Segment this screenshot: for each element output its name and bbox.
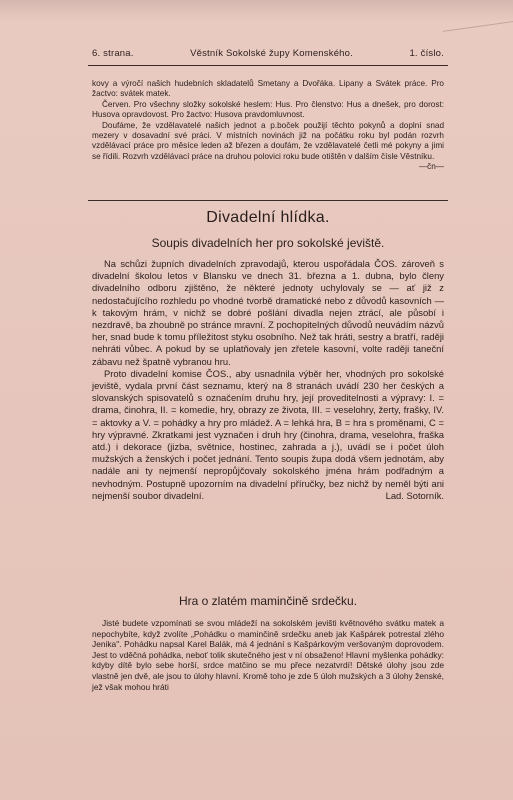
folded-corner [443,0,513,32]
page-header [92,48,444,59]
page-number: 6. strana. [92,48,134,59]
intro-paragraph: Červen. Pro všechny složky sokolské heslem: Hus. Pro členstvo: Hus a dnešek, pro dorost: Husova opravdovost. Pro žactvo: Husova pravdomluvnost. [92,99,444,120]
intro-paragraph: Doufáme, že vzdělavatelé našich jednot a p.boček použijí těchto pokynů a doplní snad mezery v dosavadní své práci. V místních novinách již na počátku roku byl podán rozvrh vzdělávací práce pro měsíce leden až březen a doufám, že vzdělavatelé četli mé pokyny a jimi se řídili. Rozvrh vzdělávací práce na druhou polovici roku bude otištěn v dalším čísle Věstníku. [92,120,444,161]
section-body [92,258,444,502]
intro-signature: —čn— [418,162,444,172]
intro-text [92,79,444,173]
section2-body [92,618,444,692]
issue-number: 1. číslo. [409,48,444,59]
section-subtitle: Soupis divadelních her pro sokolské jeviště. [151,236,385,250]
header-rule [88,65,448,66]
body-paragraph: Jisté budete vzpomínati se svou mládeží na sokolském jevišti květnového svátku matek a nepochybíte, když zvolíte „Pohádku o maminčině srdečku aneb jak Kašpárek potrestal zlého Jenika". Pohádku napsal Karel Balák, má 4 jednání s Kašpárkovým veršovaným doprovodem. Jest to vděčná pohádka, neboť tolik skutečného jest v ní obsaženo! Hlavní myšlenka pohádky: kdyby dítě bylo sebe horší, srdce matčino se mu přece nezatvrdí! Dětské úlohy jsou zde vlastně jen dvě, ale jsou to úlohy hlavní. Kromě toho je zde 5 úloh mužských a 3 úlohy ženské, jež však mohou hráti [92,618,444,692]
intro-paragraph: kovy a výročí našich hudebních skladatelů Smetany a Dvořáka. Lipany a Svátek práce. Pro žactvo: svátek matek. [92,79,444,99]
body-paragraph: Proto divadelní komise ČOS., aby usnadnila výběr her, vhodných pro sokolské jeviště, vydala první část seznamu, který na 8 stranách uvádí 230 her českých a slovanských spisovatelů s označením druhu hry, její proveditelnosti a výpravy: I. = drama, činohra, II. = komedie, hry, obrazy ze života, III. = veselohry, žerty, frašky, IV. = aktovky a V. = pohádky a hry pro mládež. A = lehká hra, B = hra s proměnami, C = hry výpravné. Zkratkami jest vyznačen i druh hry (činohra, drama, veselohra, fraška atd.) i dekorace (jizba, světnice, hostinec, zahrada a j.), uvádí se i počet úloh mužských a ženských i počet jednání. Tento soupis župa dodá všem jednotám, aby nadále ani ty nejmenší nepropůjčovaly sokolského jména hrám podřadným a nevhodným. Postupně upozorním na divadelní příručky, bez nichž by neměl býti ani nejmenší soubor divadelní. Lad. Sotorník. [92,367,444,501]
section-rule [88,200,448,201]
author-signature: Lad. Sotorník. [385,489,444,501]
section2-title: Hra o zlatém maminčině srdečku. [178,594,358,608]
paper-stain [0,0,513,22]
body-paragraph: Na schůzi župních divadelních zpravodajů, kterou uspořádala ČOS. zároveň s divadelní školou letos v Blansku ve dnech 31. března a 1. dubna, bylo členy divadelního odboru zjištěno, že některé jednoty uchylovaly se — ať již z nedostačujícího rozhledu po vhodné tvorbě dramatické nebo z důvodů kasovních — k takovým hrám, v nichž se dobré pošlání divadla nejen ztrácí, ale působí i nezdravě, ba zhoubně po stránce mravní. Z pochopitelných důvodů neuvádím názvů her, snad bude k tomu příležitost styku osobního. Než tak hráti, sestry a bratří, raději nehráti vůbec. A pokud by se uplatňovaly jen zřetele kasovní, volte raději taneční zábavu než špatně vybranou hru. [92,258,444,367]
journal-title: Věstník Sokolské župy Komenského. [190,48,353,59]
section-title: Divadelní hlídka. [206,209,330,226]
